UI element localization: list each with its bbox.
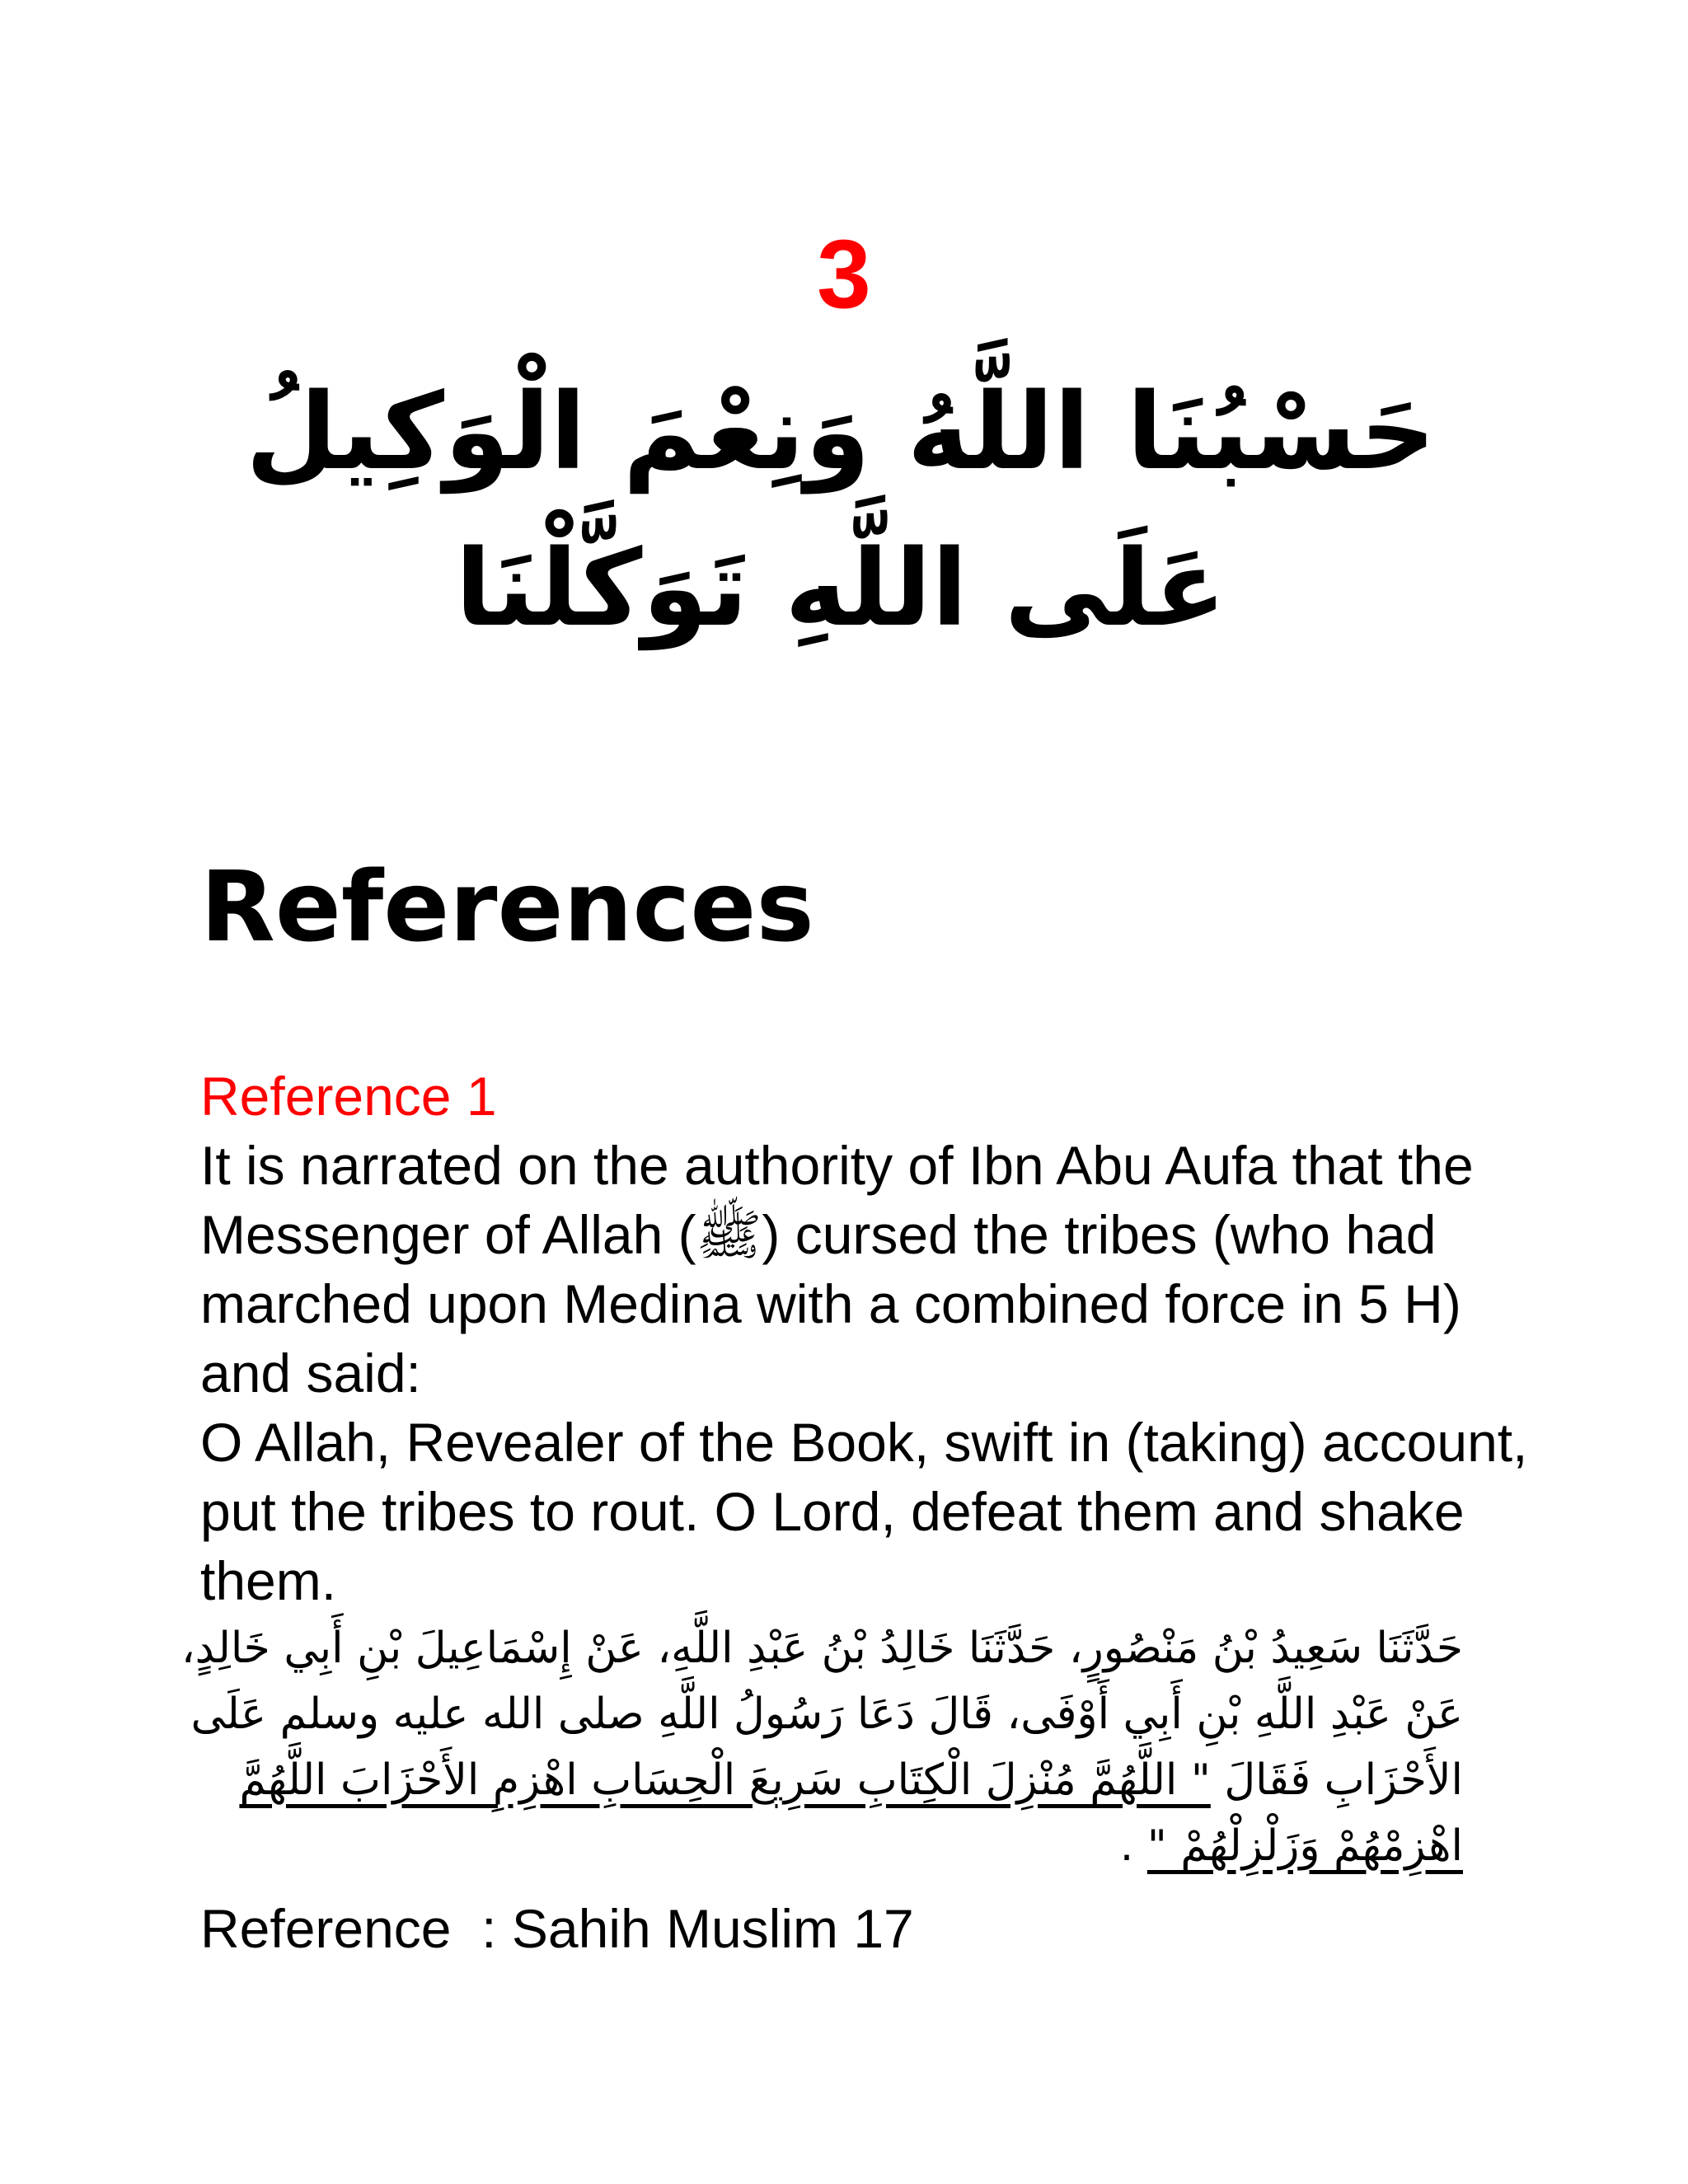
- arabic-narration-text: حَدَّثَنَا سَعِيدُ بْنُ مَنْصُورٍ، حَدَّثَنَا خَالِدُ بْنُ عَبْدِ اللَّهِ، عَنْ إِسْمَاعِيلَ بْنِ أَبِي خَالِدٍ، عَنْ عَبْدِ اللَّهِ بْنِ أَبِي أَوْفَى، قَالَ دَعَا رَسُولُ اللَّهِ صلى الله عليه وسلم عَلَى الأَحْزَابِ فَقَالَ: [181, 1624, 1463, 1805]
- arabic-underlined-quote: " اللَّهُمَّ مُنْزِلَ الْكِتَابِ سَرِيعَ الْحِسَابِ اهْزِمِ الأَحْزَابَ اللَّهُمَّ اهْزِمْهُمْ وَزَلْزِلْهُمْ ": [239, 1755, 1463, 1871]
- arabic-end-mark: .: [1119, 1821, 1147, 1871]
- reference-source: Reference : Sahih Muslim 17: [200, 1898, 914, 1959]
- references-heading: References: [200, 850, 814, 963]
- arabic-narration: [177, 1615, 1463, 1879]
- english-paragraph-1: It is narrated on the authority of Ibn Abu Aufa that the Messenger of Allah (ﷺ) cursed the tribes (who had marched upon Medina with a combined force in 5 H) and said:: [200, 1135, 1474, 1404]
- reference-label: Reference 1: [200, 1066, 497, 1127]
- english-paragraph-2: O Allah, Revealer of the Book, swift in (taking) account, put the tribes to rout. O Lord, defeat them and shake them.: [200, 1412, 1528, 1611]
- arabic-title: حَسْبُنَا اللَّهُ وَنِعْمَ الْوَكِيلُ عَلَى اللَّهِ تَوَكَّلْنَا: [246, 371, 1436, 650]
- section-number: 3: [817, 220, 871, 329]
- english-translation: [200, 1131, 1536, 1615]
